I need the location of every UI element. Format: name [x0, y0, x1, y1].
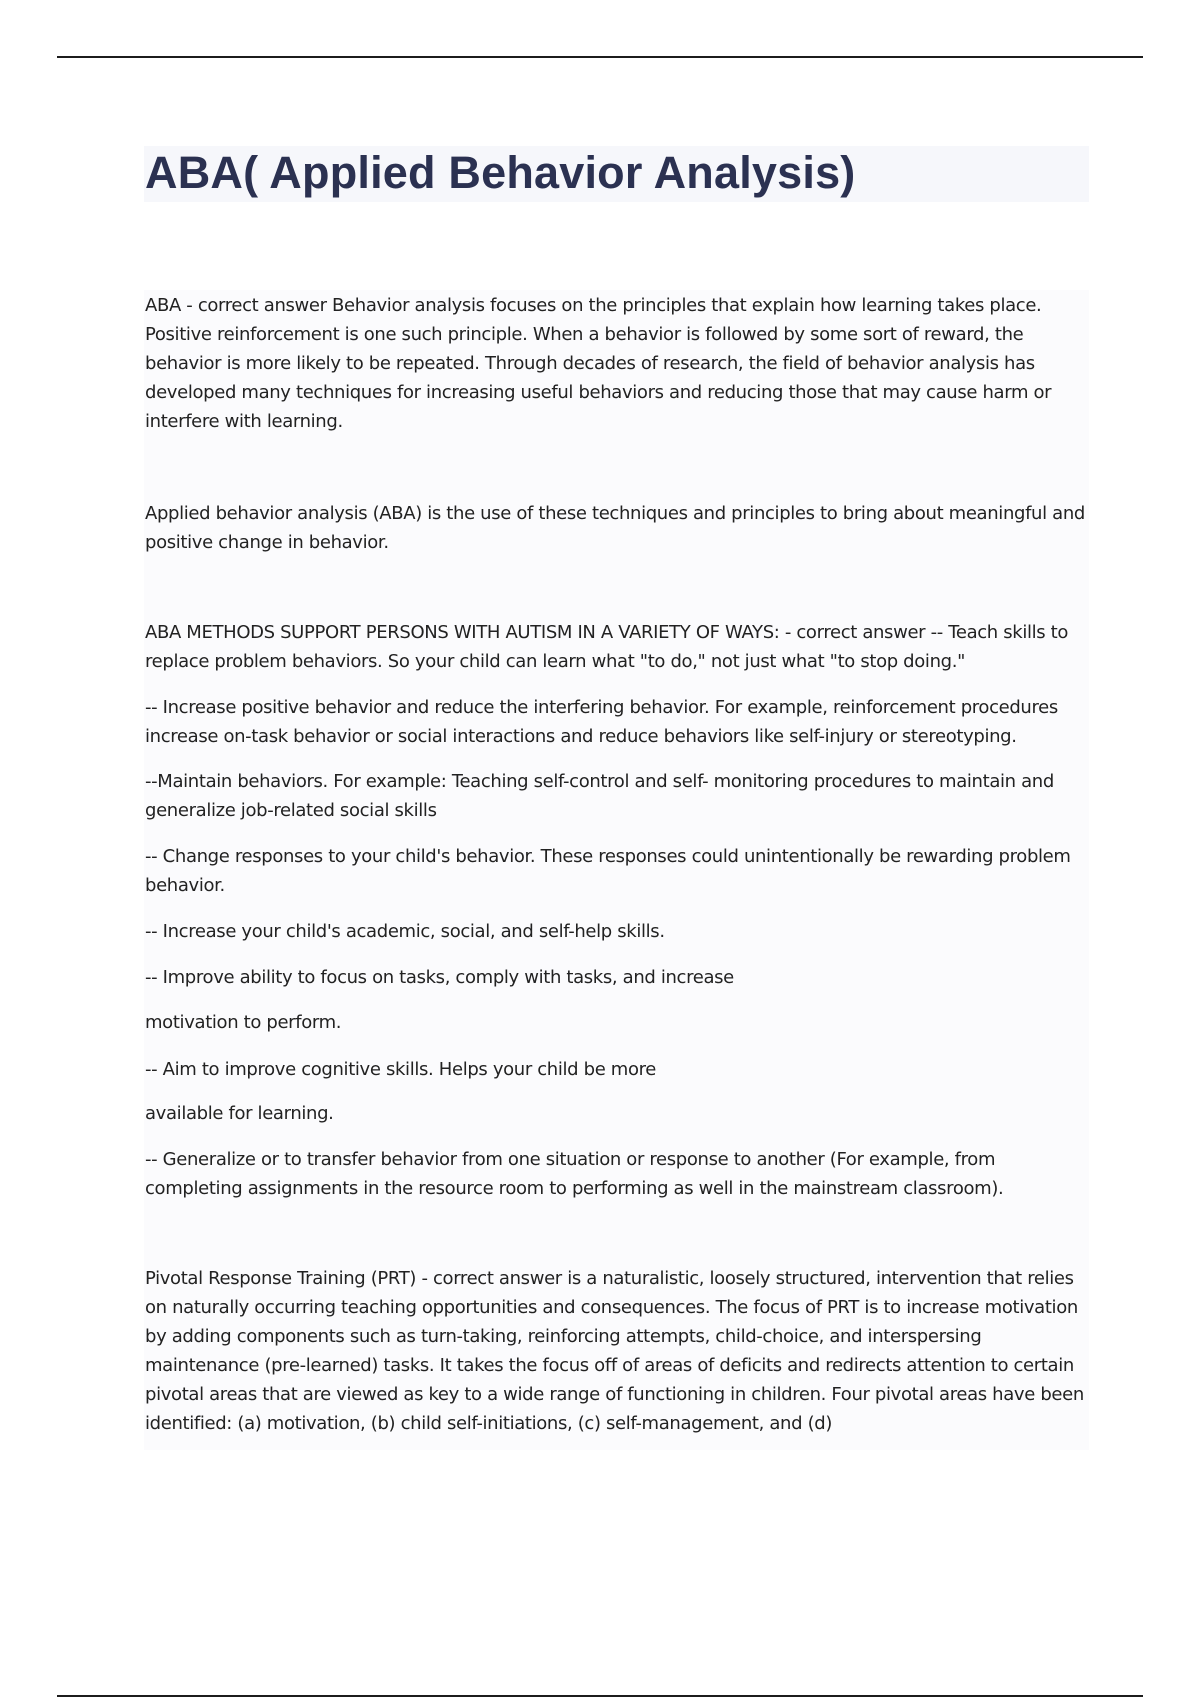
list-item-change-responses: -- Change responses to your child's behavior. These responses could unintentionally be rewarding problem behavior. — [145, 846, 1071, 896]
list-item-increase-positive-behavior: -- Increase positive behavior and reduce the interfering behavior. For example, reinforcement procedures increase on-task behavior or social interactions and reduce behaviors like self-injury or stereotyping. — [145, 697, 1058, 747]
paragraph-aba-definition: ABA - correct answer Behavior analysis focuses on the principles that explain how learning takes place. Positive reinforcement is one such principle. When a behavior is followed by some sort of reward, the behavior is more likely to be repeated. Through decades of research, the field of behavior analysis has developed many techniques for increasing useful behaviors and reducing those that may cause harm or interfere with learning. — [145, 295, 1052, 432]
footer-rule — [57, 1695, 1143, 1697]
list-item-cognitive-skills-continued: available for learning. — [145, 1103, 334, 1124]
list-item-increase-skills: -- Increase your child's academic, social, and self-help skills. — [145, 921, 665, 942]
list-item-improve-focus: -- Improve ability to focus on tasks, comply with tasks, and increase — [145, 967, 734, 988]
list-item-improve-focus-continued: motivation to perform. — [145, 1012, 342, 1033]
list-item-cognitive-skills: -- Aim to improve cognitive skills. Helps your child be more — [145, 1059, 657, 1080]
list-item-generalize-behavior: -- Generalize or to transfer behavior from one situation or response to another (For example, from completing assignments in the resource room to performing as well in the mainstream classroom). — [145, 1149, 1004, 1199]
header-rule — [57, 56, 1143, 58]
paragraph-applied-behavior-analysis: Applied behavior analysis (ABA) is the use of these techniques and principles to bring about meaningful and positive change in behavior. — [145, 503, 1085, 553]
document-title: ABA( Applied Behavior Analysis) — [145, 147, 856, 198]
list-item-maintain-behaviors: --Maintain behaviors. For example: Teaching self-control and self- monitoring procedures to maintain and generalize job-related social skills — [145, 771, 1054, 821]
paragraph-aba-methods: ABA METHODS SUPPORT PERSONS WITH AUTISM IN A VARIETY OF WAYS: - correct answer -- Teach skills to replace problem behaviors. So your child can learn what "to do," not just what "to stop doing." — [145, 622, 1069, 672]
paragraph-pivotal-response-training: Pivotal Response Training (PRT) - correct answer is a naturalistic, loosely structured, intervention that relies on naturally occurring teaching opportunities and consequences. The focus of PRT is to increase motivation by adding components such as turn-taking, reinforcing attempts, child-choice, and interspersing maintenance (pre-learned) tasks. It takes the focus off of areas of deficits and redirects attention to certain pivotal areas that are viewed as key to a wide range of functioning in children. Four pivotal areas have been identified: (a) motivation, (b) child self-initiations, (c) self-management, and (d) — [145, 1268, 1084, 1434]
